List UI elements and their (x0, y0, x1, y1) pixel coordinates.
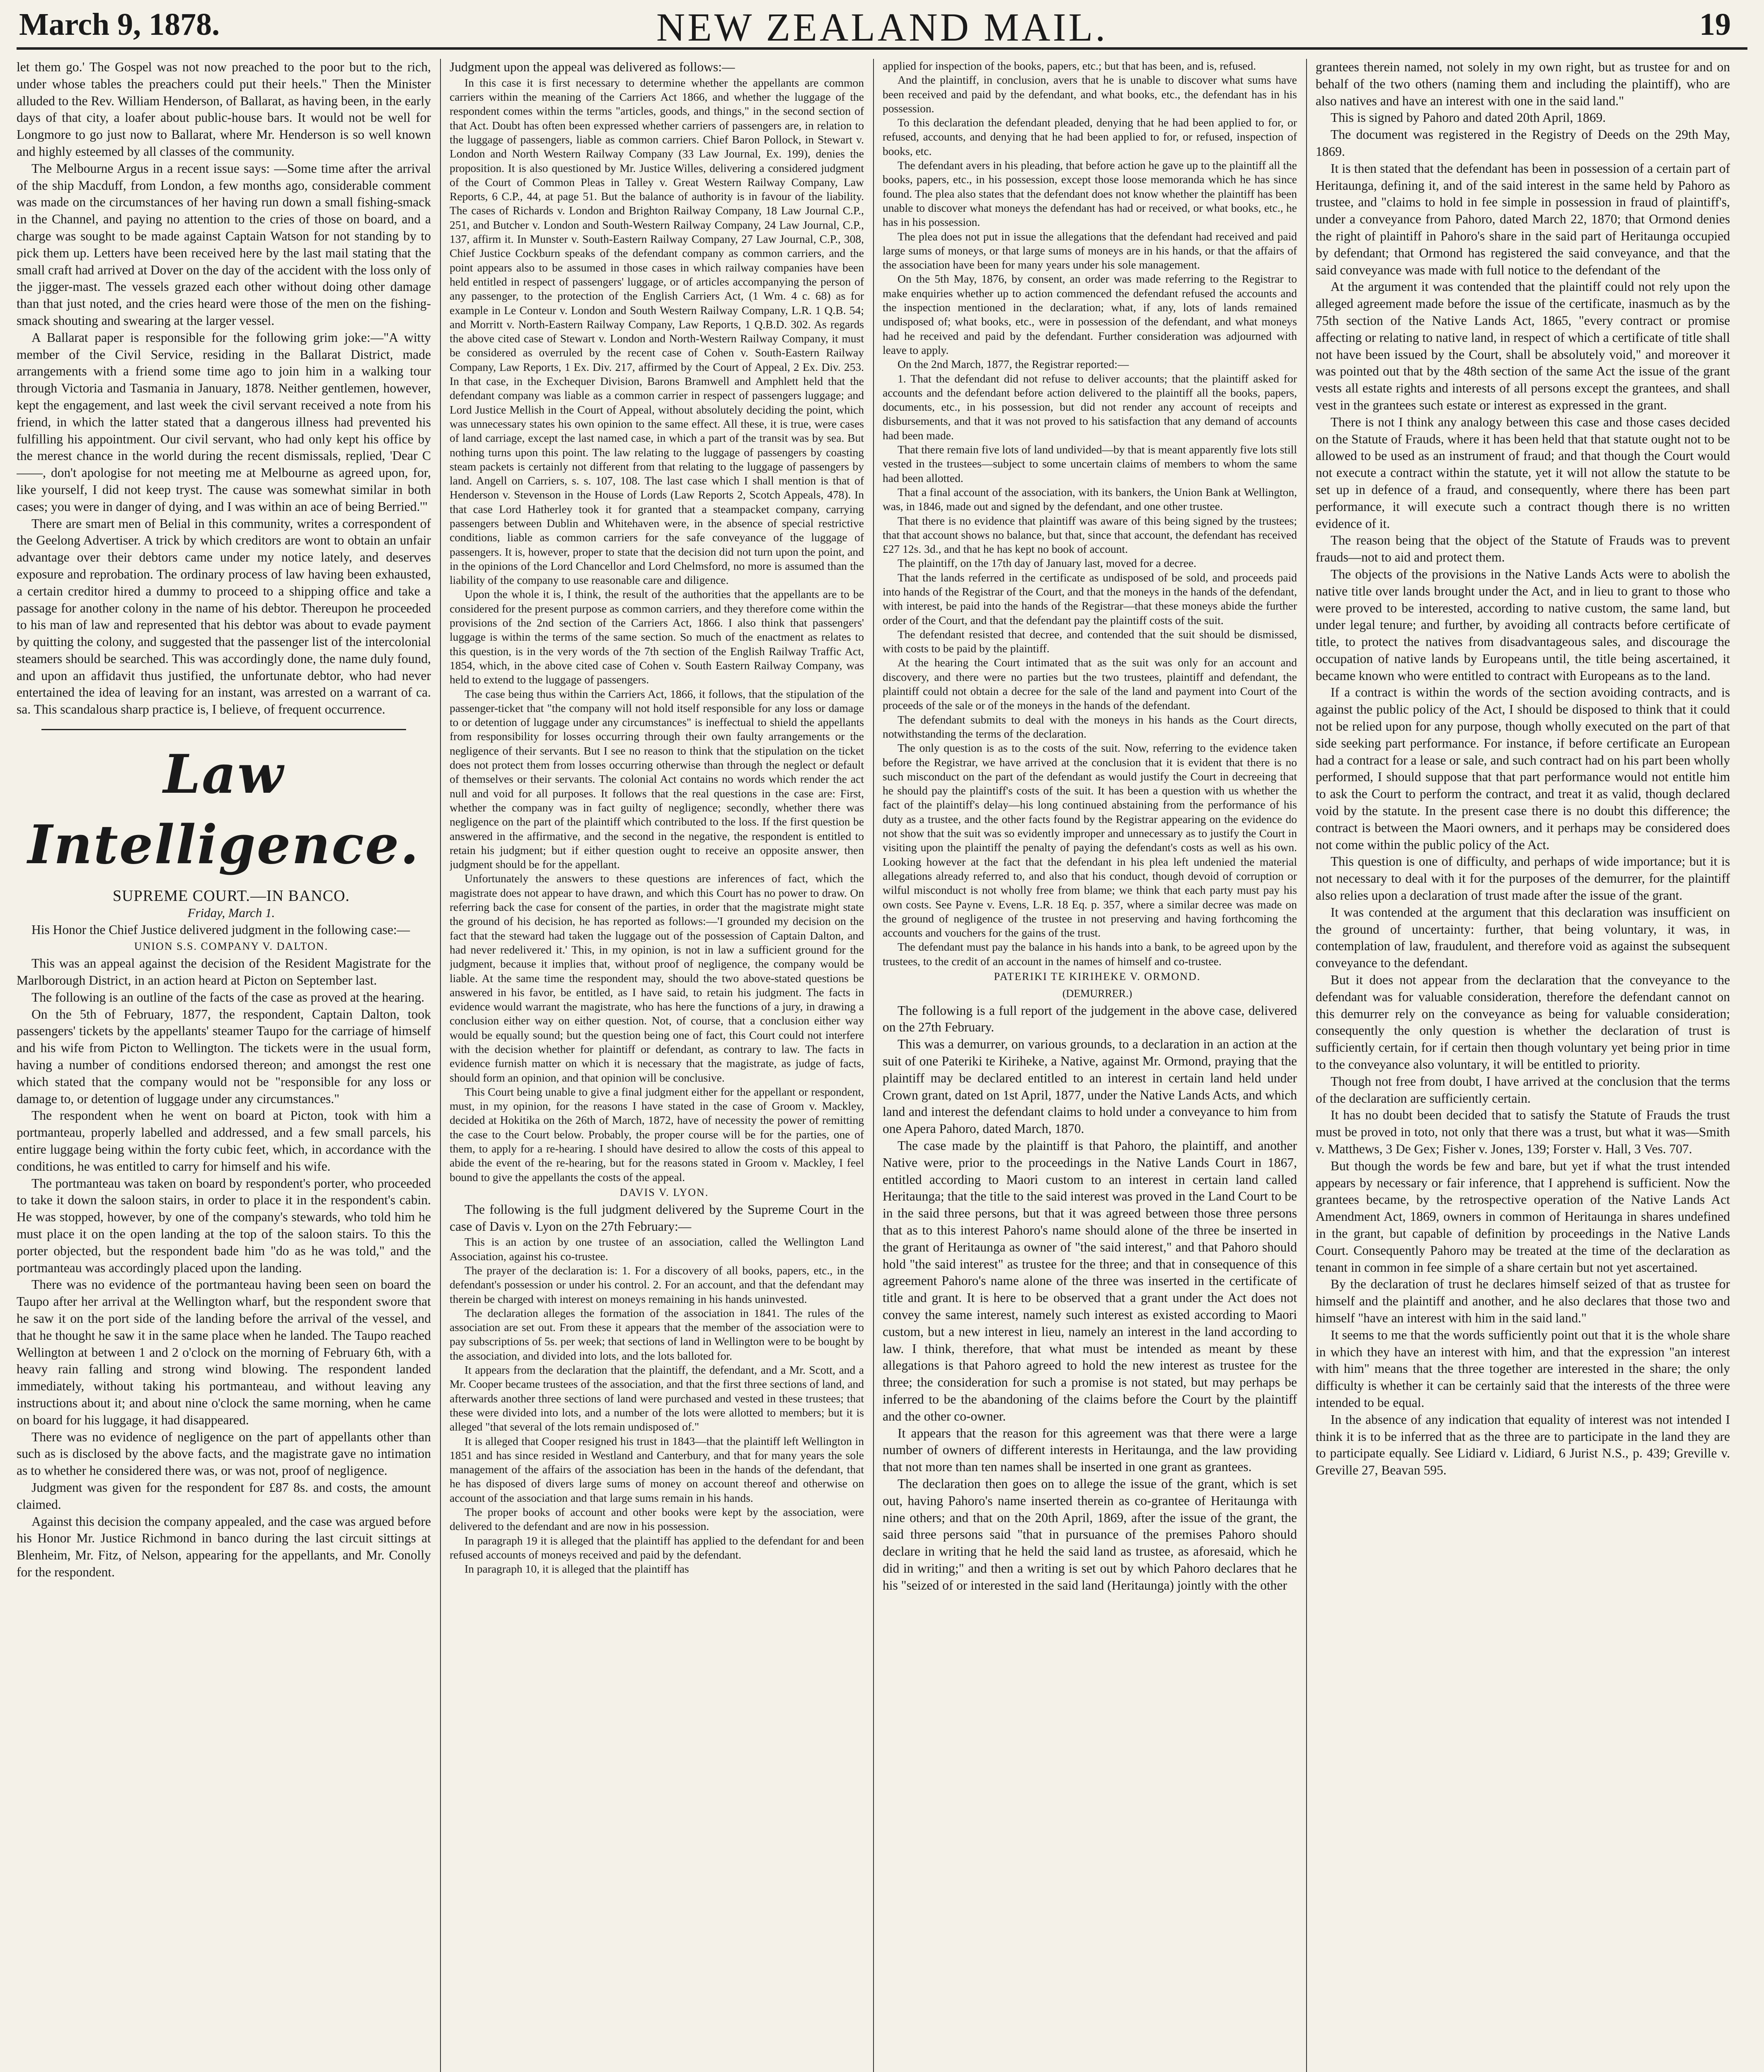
case-paragraph: If a contract is within the words of the section avoiding contracts, and is against the public policy of the Act, I should be disposed to think that it could not be relied upon for any purpose, though wholly executed on the part of that side seeking part performance. For instance, if before certificate an European had a contract for a lease or sale, and such contract had on his part been wholly performed, I should suppose that that part performance would not entitle him to ask the Court to perform the contract, and treat it as valid, though declared void by the statute. In the present case there is no doubt this difference; the contract is between the Maori owners, and it perhaps may be considered does not come within the public policy of the Act. (1316, 685, 1730, 852)
judgment-paragraph: In this case it is first necessary to determine whether the appellants are common carriers within the meaning of the Carriers Act 1866, and whether the luggage of the respondent comes within the terms "articles, goods, and things," in the second section of that Act. Doubt has often been expressed whether carriers of passengers are, in relation to the luggage of passengers, liable as common carriers. Chief Baron Pollock, in Stewart v. London and North Western Railway Company (33 Law Journal, Ex. 199), denies the proposition. It is also questioned by Mr. Justice Willes, delivering a considered judgment of the Court of Common Pleas in Talley v. Great Western Railway Company, Law Reports, 6 C.P., 44, at page 51. But the balance of authority is in favour of the liability. The cases of Richards v. London and Brighton Railway Company, 18 Law Journal C.P., 251, and Butcher v. London and South-Western Railway Company, 24 Law Journal, C.P., 137, affirm it. In Munster v. South-Eastern Railway Company, 27 Law Journal, C.P., 308, Chief Justice Cockburn speaks of the defendant company as common carriers, and the point appears also to be assumed in those cases in which railway companies have been held entitled in respect of passengers' luggage, or of articles accompanying the person of any passenger, to the protection of the English Carriers Act, (1 Wm. 4 c. 68) as for example in Le Conteur v. London and South Western Railway Company, L.R. 1 Q.B. 54; and Morritt v. North-Eastern Railway Company, Law Reports, 1 Q.B.D. 302. As regards the above cited case of Stewart v. London and North-Western Railway Company, it must be considered as overruled by the recent case of Cohen v. South-Eastern Railway Company, Law Reports, 1 Ex. Div. 217, affirmed by the Court of Appeal, 2 Ex. Div. 253. In that case, in the Exchequer Division, Barons Bramwell and Amphlett held that the defendant company was liable as a common carrier in respect of passengers luggage; and Lord Justice Mellish in the Court of Appeal, without absolutely deciding the point, which was unnecessary states his own opinion to the same effect. All these, it is true, were cases of land carriage, except the last named case, in which a part of the transit was by sea. But nothing turns upon this point. The law relating to the luggage of passengers by coasting steam packets is certainly not different from that relating to the luggage of passengers by land. Angell on Carriers, s. s. 107, 108. The last case which I shall mention is that of Henderson v. Stevenson in the House of Lords (Law Reports 2, Scotch Appeals, 478). In that case Lord Hatherley took it for granted that a steampacket company, carrying passengers between Dublin and Whitehaven were, in the absence of special restrictive conditions, liable as common carriers for the safe conveyance of the luggage of passengers. It is, however, proper to state that the decision did not turn upon the point, and in the opinions of the Lord Chancellor and Lord Chelmsford, no more is assumed than the liability of the company to use reasonable care and diligence. (450, 76, 864, 587)
case-paragraph: But though the words be few and bare, but yet if what the trust intended appears by necessary or fair inference, that I apprehend is sufficient. Now the grantees became, by the retrospective operation of the Native Lands Act Amendment Act, 1869, owners in common of Heritaunga in shares undefined in the grant, but capable of definition by proceedings in the Native Lands Court. Consequently Pahoro may be treated at the time of the declaration as tenant in common in fee simple of a share certain but not yet ascertained. (1316, 1158, 1730, 1275)
case-paragraph: The prayer of the declaration is: 1. For a discovery of all books, papers, etc., in the defendant's possession or under his control. 2. For an account, and that the defendant may therein be charged with interest on moneys remaining in his hands uninvested. (450, 1264, 864, 1305)
case-subtitle: (DEMURRER.) (1062, 987, 1132, 1000)
court-date: Friday, March 1. (187, 905, 275, 920)
case-paragraph: The document was registered in the Registry of Deeds on the 29th May, 1869. (1316, 127, 1730, 159)
case-paragraph: To this declaration the defendant pleaded, denying that he had been applied to for, or refused, accounts, and denying that he had been applied to for, or refused, inspection of books, etc. (883, 116, 1297, 157)
article-paragraph: A Ballarat paper is responsible for the following grim joke:—"A witty member of the Civil Service, residing in the Ballarat District, made arrangements with a friend some time ago to join him in a walking tour through Victoria and Tasmania in January, 1878. Neither gentlemen, however, kept the engagement, and last week the civil servant received a note from his friend, in which the latter stated that a dangerous illness had prevented his fulfilling his appointment. Our civil servant, who had only kept his office by the merest chance in the world during the recent dismissals, replied, 'Dear C——, don't apologise for not meeting me at Melbourne as agreed upon, for, like yourself, I did not keep tryst. The cause was somewhat similar in both cases; you were in danger of dying, and I was within an ace of being Berried.'" (17, 330, 431, 514)
case-paragraph: The objects of the provisions in the Native Lands Acts were to abolish the native title over lands brought under the Act, and in lieu to grant to those who were proved to be interested, according to native custom, the same land, but under legal tenure; and further, by avoiding all contracts before certificate of title, to protect the natives from disadvantageous sales, and discourage the occupation of native lands by Europeans until, the title being ascertained, it became known who were entitled to contract with Europeans as to the land. (1316, 566, 1730, 683)
column-3 (883, 59, 1297, 2072)
case-paragraph: The portmanteau was taken on board by respondent's porter, who proceeded to take it down the saloon stairs, in order to place it in the respondent's cabin. He was stopped, however, by one of the company's stewards, who told him he must place it on the open landing at the top of the saloon stairs. To this the porter objected, but the respondent bade him "do as he was told," and the portmanteau was accordingly placed upon the landing. (17, 1176, 431, 1275)
case-paragraph: The reason being that the object of the Statute of Frauds was to prevent frauds—not to aid and protect them. (1316, 533, 1730, 565)
case-paragraph: This question is one of difficulty, and perhaps of wide importance; but it is not necessary to deal with it for the purposes of the demurrer, for the plaintiff also relies upon a declaration of trust made after the issue of the grant. (1316, 854, 1730, 903)
section-rule (41, 729, 406, 730)
column-2 (450, 59, 864, 2072)
case-paragraph: It appears from the declaration that the plaintiff, the defendant, and a Mr. Scott, and a Mr. Cooper became trustees of the association, and that the first three sections of land, and afterwards another three sections of land were purchased and vested in these trustees; that these were divided into lots, and a number of the lots were allotted to members; but it is alleged "that several of the lots remain undisposed of." (450, 1363, 864, 1433)
judgment-paragraph: This Court being unable to give a final judgment either for the appellant or respondent, must, in my opinion, for the reasons I have stated in the case of Groom v. Mackley, decided at Hokitika on the 26th of March, 1872, have of necessity the power of remitting the case to the Court below. Probably, the proper course will be for the parties, one of them, to apply for a re-hearing. I should have desired to allow the costs of this appeal to abide the event of the re-hearing, but for the reasons stated in Groom v. Mackley, I feel bound to give the appellants the costs of the appeal. (450, 1085, 864, 1184)
case-paragraph: By the declaration of trust he declares himself seized of that as trustee for himself and the plaintiff and another, and he also declares that those two and himself "have an interest with him in the said land." (1316, 1277, 1730, 1325)
court-heading: SUPREME COURT.—IN BANCO. (112, 887, 350, 905)
case-title: DAVIS V. LYON. (619, 1186, 709, 1198)
article-paragraph: The Melbourne Argus in a recent issue says: —Some time after the arrival of the ship Macduff, from London, a few months ago, considerable comment was made on the circumstances of her having run down a small fishing-smack in the Channel, and paying no attention to the cries of those on board, and a charge was sought to be made against Captain Watson for not standing by to pick them up. Letters have been received here by the last mail stating that the small craft had arrived at Dover on the day of the accident with the loss only of the jigger-mast. The vessels grazed each other without doing other damage than that just noted, and the cries heard were those of the men on the fishing-smack shouting and swearing at the larger vessel. (17, 161, 431, 328)
column-divider (440, 59, 441, 2072)
judgment-paragraph: Upon the whole it is, I think, the result of the authorities that the appellants are to be considered for the present purpose as common carriers, and they therefore come within the provisions of the 2nd section of the Carriers Act, 1866. I also think that passengers' luggage is within the terms of the same section. So much of the enactment as relates to this question, is in the very words of the 7th section of the English Railway Traffic Act, 1854, which, in the above cited case of Cohen v. South Eastern Railway Company, was held to extend to the luggage of passengers. (450, 588, 864, 686)
case-paragraph: applied for inspection of the books, papers, etc.; but that has been, and is, refused. (883, 59, 1256, 72)
newspaper-page (17, 0, 1747, 2072)
case-paragraph: At the hearing the Court intimated that as the suit was only for an account and discovery, and there were no parties but the two trustees, plaintiff and defendant, the plaintiff could not obtain a decree for the sale of the land and payment into Court of the proceeds of the sale or of the moneys in the hands of the defendant. (883, 656, 1297, 712)
article-paragraph: His Honor the Chief Justice delivered judgment in the following case:— (31, 922, 410, 937)
case-paragraph: On the 5th of February, 1877, the respondent, Captain Dalton, took passengers' tickets by the appellants' steamer Taupo for the carriage of himself and his wife from Picton to Wellington. The tickets were in the usual form, having a number of conditions endorsed thereon; and amongst the rest one which stated that the company would not be "responsible for any loss or damage to, or detention of luggage under any circumstances." (17, 1007, 431, 1106)
case-paragraph: That there remain five lots of land undivided—by that is meant apparently five lots still vested in the trustees—subject to some uncertain claims of members to whom the same had been allotted. (883, 443, 1297, 484)
masthead (17, 2, 1747, 50)
case-paragraph: There was no evidence of the portmanteau having been seen on board the Taupo after her arrival at the Wellington wharf, but the respondent swore that he saw it on the port side of the landing before the arrival of the vessel, and that he thought he saw it in the same place when he landed. The Taupo reached Wellington at between 1 and 2 o'clock on the morning of February 6th, with a heavy rain falling and strong wind blowing. The respondent landed immediately, without taking his portmanteau, and without leaving any instructions about it; and about nine o'clock the same morning, when he came on board for his luggage, it had disappeared. (17, 1277, 431, 1427)
article-paragraph: let them go.' The Gospel was not now preached to the poor but to the rich, under whose tables the preachers could put their heels." Then the Minister alluded to the Rev. William Henderson, of Ballarat, as having been, in the early days of that city, a loafer about public-house bars. It would not be well for Longmore to go just now to Ballarat, where Mr. Henderson is so well known and highly esteemed by all classes of the community. (17, 60, 431, 159)
case-paragraph: grantees therein named, not solely in my own right, but as trustee for and on behalf of the two others (naming them and including the plaintiff), who are also natives and have an interest with one in the said land." (1316, 60, 1730, 108)
case-paragraph: This is signed by Pahoro and dated 20th April, 1869. (1331, 110, 1606, 125)
case-title: PATERIKI TE KIRIHEKE V. ORMOND. (994, 971, 1201, 983)
case-paragraph: In paragraph 10, it is alleged that the plaintiff has (465, 1562, 689, 1576)
case-paragraph: This was an appeal against the decision of the Resident Magistrate for the Marlborough District, in an action heard at Picton on September last. (17, 956, 431, 988)
case-paragraph: Judgment was given for the respondent for £87 8s. and costs, the amount claimed. (17, 1480, 431, 1512)
case-paragraph: It appears that the reason for this agreement was that there were a large number of owners of different interests in Heritaunga, and the law providing that not more than ten names shall be inserted in one grant as grantees. (883, 1426, 1297, 1474)
column-4 (1316, 59, 1730, 2072)
case-paragraph: This is an action by one trustee of an association, called the Wellington Land Association, against his co-trustee. (450, 1235, 864, 1263)
article-paragraph: There are smart men of Belial in this community, writes a correspondent of the Geelong Advertiser. A trick by which creditors are wont to obtain an unfair advantage over their debtors came under my notice lately, and deserves exposure and reprobation. The ordinary process of law having been exhausted, a certain creditor hired a dummy to proceed to a shipping office and take a passage for another colony in the name of his debtor. Thereupon he proceeded to his man of law and represented that his debtor was about to evade payment by quitting the colony, and suggested that the passenger list of the intercolonial steamers should be searched. This was accordingly done, the name duly found, and upon an affidavit thus justified, the unfortunate debtor, who had never entertained the idea of leaving for an instant, was arrested on a warrant of ca. sa. This scandalous sharp practice is, I believe, of frequent occurrence. (17, 516, 431, 717)
case-paragraph: The proper books of account and other books were kept by the association, were delivered to the defendant and are now in his possession. (450, 1505, 864, 1533)
case-paragraph: The following is an outline of the facts of the case as proved at the hearing. (31, 990, 425, 1005)
case-paragraph: It was contended at the argument that this declaration was insufficient on the ground of uncertainty: further, that being voluntary, it was, in contemplation of law, fraudulent, and therefore void as against the subsequent conveyance to the defendant. (1316, 905, 1730, 971)
case-paragraph: There was no evidence of negligence on the part of appellants other than such as is disclosed by the above facts, and the magistrate gave no intimation as to whether he considered there was, or was not, proof of negligence. (17, 1429, 431, 1478)
case-paragraph: That the lands referred in the certificate as undisposed of be sold, and proceeds paid into hands of the Registrar of the Court, and that the moneys in the hands of the defendant, with interest, be paid into the hands of the Registrar—that these moneys abide the further order of the Court, and that the defendant pay the plaintiff costs of the suit. (883, 571, 1297, 627)
case-paragraph: In paragraph 19 it is alleged that the plaintiff has applied to the defendant for and been refused accounts of moneys received and paid by the defendant. (450, 1534, 864, 1561)
case-paragraph: That a final account of the association, with its bankers, the Union Bank at Wellington, was, in 1846, made out and signed by the defendant, and one other trustee. (883, 485, 1297, 513)
case-paragraph: The declaration alleges the formation of the association in 1841. The rules of the association are set out. From these it appears that the member of the association were to pay subscriptions of 5s. per week; that sections of land in Wellington were to be bought by the association, and divided into lots, and the lots balloted for. (450, 1306, 864, 1362)
case-paragraph: On the 2nd March, 1877, the Registrar reported:— (898, 358, 1129, 371)
case-paragraph: The following is the full judgment delivered by the Supreme Court in the case of Davis v. Lyon on the 27th February:— (450, 1202, 864, 1234)
case-paragraph: It is then stated that the defendant has been in possession of a certain part of Heritaunga, defining it, and of the said interest in the same held by Pahoro as trustee, and "claims to hold in fee simple in possession in fraud of plaintiff's, under a conveyance from Pahoro, dated March 22, 1870; that Ormond denies the right of plaintiff in Pahoro's share in the said part of Heritaunga occupied by defendant; that Ormond has registered the said conveyance, and that the said conveyance was made with full notice to the defendant of the (1316, 161, 1730, 277)
case-paragraph: This was a demurrer, on various grounds, to a declaration in an action at the suit of one Pateriki te Kiriheke, a Native, against Mr. Ormond, praying that the plaintiff may be declared entitled to an interest in certain land held under Crown grant, dated on 1st April, 1877, under the Native Lands Acts, and which land and interest the defendant claims to hold under a conveyance to him from one Apera Pahoro, dated March, 1870. (883, 1037, 1297, 1136)
judgment-paragraph: The case being thus within the Carriers Act, 1866, it follows, that the stipulation of the passenger-ticket that "the company will not hold itself responsible for any loss or damage to or detention of luggage under any circumstances" is ineffectual to shield the appellants from responsibility for losses occurring through their own faulty arrangements or the negligence of their servants. But I see no reason to think that the stipulation on the ticket does not protect them from losses occurring otherwise than through the neglect or default of themselves or their servants. The colonial Act contains no words which render the act null and void for all purposes. It follows that the real questions in the case are: First, whether the company was in fact guilty of negligence; secondly, whether there was negligence on the part of the plaintiff which contributed to the loss. If the first question be answered in the affirmative, and the second in the negative, the respondent is entitled to retain his judgment; but if either question ought to receive an opposite answer, then judgment should be for the appellant. (450, 687, 864, 871)
article-paragraph: Judgment upon the appeal was delivered as follows:— (450, 60, 735, 74)
issue-date: March 9, 1878. (19, 7, 220, 42)
case-paragraph: It seems to me that the words sufficiently point out that it is the whole share in which they have an interest with him, and that the expression "an interest with him" means that the three together are interested in the share; the only difficulty is whether it can be certainly said that the interests of the three were intended to be equal. (1316, 1327, 1730, 1410)
case-paragraph: At the argument it was contended that the plaintiff could not rely upon the alleged agreement made before the issue of the certificate, inasmuch as by the 75th section of the Native Lands Act, 1865, "every contract or promise affecting or relating to native land, in respect of which a certificate of title shall not have been issued by the Court, shall be absolutely void," and moreover it was pointed out that by the 48th section of the same Act the issue of the grant vests all estate rights and interests of all persons except the grantees, and shall vest in the grantees such estate or interest as expressed in the grant. (1316, 279, 1730, 412)
case-paragraph: The case made by the plaintiff is that Pahoro, the plaintiff, and another Native were, prior to the proceedings in the Native Lands Court in 1867, entitled according to Maori custom to an interest in certain land called Heritaunga; that the title to the said interest was proved in the Land Court to be in the said three persons, but that it was agreed between those three persons that as to this interest Pahoro's name should alone of the three be inserted in the grant of Heritaunga as owner of "the said interest," and that Pahoro should hold "the said interest" as trustee for the three; and that in consequence of this agreement Pahoro's name alone of the three was inserted in the certificate of title and grant. It is here to be observed that a grant under the Act does not convey the same interest, namely such interest as existed according to Maori custom, but a new interest in lieu, namely an interest in the land according to law. I think, therefore, that what must be intended as meant by these allegations is that Pahoro agreed to hold the new interest as trustee for the three; the consideration for such a promise is not stated, but may perhaps be inferred to be the abandoning of the claims before the Court by the plaintiff and the other co-owner. (883, 1138, 1297, 1423)
case-paragraph: The plea does not put in issue the allegations that the defendant had received and paid large sums of moneys, or that large sums of moneys are in his hands, or that the affairs of the association have been for many years under his sole management. (883, 230, 1297, 271)
case-paragraph: The plaintiff, on the 17th day of January last, moved for a decree. (898, 557, 1197, 570)
case-paragraph: That there is no evidence that plaintiff was aware of this being signed by the trustees; that that account shows no balance, but that, since that account, the defendant has received £27 12s. 3d., and that he has kept no book of account. (883, 514, 1297, 556)
case-paragraph: Against this decision the company appealed, and the case was argued before his Honor Mr. Justice Richmond in banco during the last circuit sittings at Blenheim, Mr. Fitz, of Nelson, appearing for the appellants, and Mr. Conolly for the respondent. (17, 1514, 431, 1579)
case-paragraph: The defendant must pay the balance in his hands into a bank, to be agreed upon by the trustees, to the credit of an account in the names of himself and co-trustee. (883, 940, 1297, 968)
case-paragraph: In the absence of any indication that equality of interest was not intended I think it is to be inferred that as the three are to participate in the land they are to participate equally. See Lidiard v. Lidiard, 6 Jurist N.S., p. 439; Greville v. Greville 27, Beavan 595. (1316, 1412, 1730, 1478)
case-paragraph: Though not free from doubt, I have arrived at the conclusion that the terms of the declaration are sufficiently certain. (1316, 1074, 1730, 1106)
case-paragraph: The defendant submits to deal with the moneys in his hands as the Court directs, notwithstanding the terms of the declaration. (883, 713, 1297, 740)
page-number: 19 (1699, 7, 1731, 42)
case-paragraph: It has no doubt been decided that to satisfy the Statute of Frauds the trust must be proved in toto, not only that there was a trust, but what it was—Smith v. Matthews, 3 De Gex; Fisher v. Jones, 139; Forster v. Hall, 3 Ves. 707. (1316, 1108, 1730, 1156)
case-paragraph: The respondent when he went on board at Picton, took with him a portmanteau, properly labelled and addressed, and a few small parcels, his entire luggage being within the forty cubic feet, which, in accordance with the conditions, he was entitled to carry for himself and his wife. (17, 1108, 431, 1174)
case-paragraph: It is alleged that Cooper resigned his trust in 1843—that the plaintiff left Wellington in 1851 and has since resided in Westland and Canterbury, and that for many years the sole management of the affairs of the association has been in the hands of the defendant, that he has disposed of divers large sums of money on account thereof and otherwise on account of the association and that large sums remain in his hands. (450, 1434, 864, 1504)
case-paragraph: The declaration then goes on to allege the issue of the grant, which is set out, having Pahoro's name inserted therein as co-grantee of Heritaunga with nine others; and that on the 20th April, 1869, after the issue of the grant, the said three persons said "that in pursuance of the premises Pahoro should declare in writing that he held the said land as trustee, as aforesaid, which he did in writing;" and then a writing is set out by which Pahoro declares that he his "seized of or interested in the said land (Heritaunga) jointly with the other (883, 1476, 1297, 1593)
case-paragraph: The following is a full report of the judgement in the above case, delivered on the 27th February. (883, 1003, 1297, 1035)
column-divider (873, 59, 874, 2072)
case-paragraph: There is not I think any analogy between this case and those cases decided on the Statute of Frauds, where it has been held that that statute ought not to be allowed to be used as an instrument of fraud; and that though the Court would not execute a contract within the statute, yet it will not allow the statute to be set up in defence of a fraud, and consequently, where there has been part performance, it will execute such a contract though there is no written evidence of it. (1316, 414, 1730, 531)
case-paragraph: The defendant resisted that decree, and contended that the suit should be dismissed, with costs to be paid by the plaintiff. (883, 627, 1297, 655)
case-paragraph: But it does not appear from the declaration that the conveyance to the defendant was for valuable consideration, therefore the defendant cannot on this demurrer rely on the conveyance as being for valuable consideration; consequently the only question is whether the declaration of trust is sufficiently certain, for if certain then though voluntary yet being prior in time to the conveyance also voluntary, it will be entitled to priority. (1316, 973, 1730, 1072)
case-paragraph: 1. That the defendant did not refuse to deliver accounts; that the plaintiff asked for accounts and the defendant before action delivered to the plaintiff all the books, papers, documents, etc., in his possession, but did not render any account of receipts and disbursements, and that it was not proved to his satisfaction that any demand of accounts had been made. (883, 372, 1297, 442)
column-divider (1306, 59, 1307, 2072)
column-1 (17, 59, 431, 2072)
judgment-paragraph: Unfortunately the answers to these questions are inferences of fact, which the magistrate does not appear to have drawn, and which this Court has no power to draw. On referring back the case for consent of the parties, in order that the magistrate might state the ground of his decision, he has reported as follows:—'I grounded my decision on the fact that the steward had taken the luggage out of the possession of Captain Dalton, and had never redelivered it.' This, in my opinion, is not in law a sufficient ground for the judgment, because it implies that, without proof of negligence, the company would be liable. At the same time the respondent may, should the two above-stated questions be answered in his favor, be entitled, as I have said, to retain his judgment. The facts in evidence would warrant the magistrate, who has here the functions of a jury, in drawing a conclusion either way on either question. Not, of course, that a conclusion either way would be equally sound; but the question being one of fact, this Court could not interfere with the decision whether for plaintiff or defendant, as contrary to law. The facts in evidence furnish matter on which it is necessary that the magistrate, as judge of facts, should form an opinion, and that opinion will be conclusive. (450, 872, 864, 1084)
newspaper-title: NEW ZEALAND MAIL. (656, 5, 1108, 49)
case-paragraph: The only question is as to the costs of the suit. Now, referring to the evidence taken before the Registrar, we have arrived at the conclusion that it is evident that there is no such misconduct on the part of the defendant as would justify the Court in decreeing that he should pay the plaintiff's costs of the suit. It has been a question with us whether the fact of the plaintiff's delay—his long continued abstaining from the performance of his duty as a trustee, and the other facts found by the Registrar appearing on the evidence do not show that the suit was so evidently improper and unnecessary as to justify the Court in visiting upon the plaintiff the penalty of paying the defendant's costs as well as his own. Looking however at the fact that the defendant in his plea left undenied the material allegations already referred to, and also that his conduct, though devoid of corruption or wilful misconduct is not wholly free from blame; we think that each party must pay his own costs. See Payne v. Evens, L.R. 18 Eq. p. 357, where a similar decree was made on the ground of negligence of the trustee in not preserving and having forthcoming the accounts and vouchers for the gains of the trust. (883, 741, 1297, 939)
case-paragraph: On the 5th May, 1876, by consent, an order was made referring to the Registrar to make enquiries whether up to action commenced the defendant refused the accounts and the inspection mentioned in the declaration; what, if any, lots of lands remained undisposed of; what books, etc., were in possession of the defendant, and what moneys had he received and paid by the defendant. Further consideration was adjourned with leave to apply. (883, 272, 1297, 356)
case-paragraph: And the plaintiff, in conclusion, avers that he is unable to discover what sums have been received and paid by the defendant, and what books, etc., the defendant has in his possession. (883, 73, 1297, 115)
case-paragraph: The defendant avers in his pleading, that before action he gave up to the plaintiff all the books, papers, etc., in his possession, except those loose memoranda which he has since found. The plea also states that the defendant does not know whether the plaintiff has been unable to discover what moneys the defendant has had or received, or what books, etc., he has in his possession. (883, 159, 1297, 229)
law-intelligence-banner: Law Intelligence. (27, 743, 420, 876)
case-title: UNION S.S. COMPANY V. DALTON. (134, 940, 329, 953)
